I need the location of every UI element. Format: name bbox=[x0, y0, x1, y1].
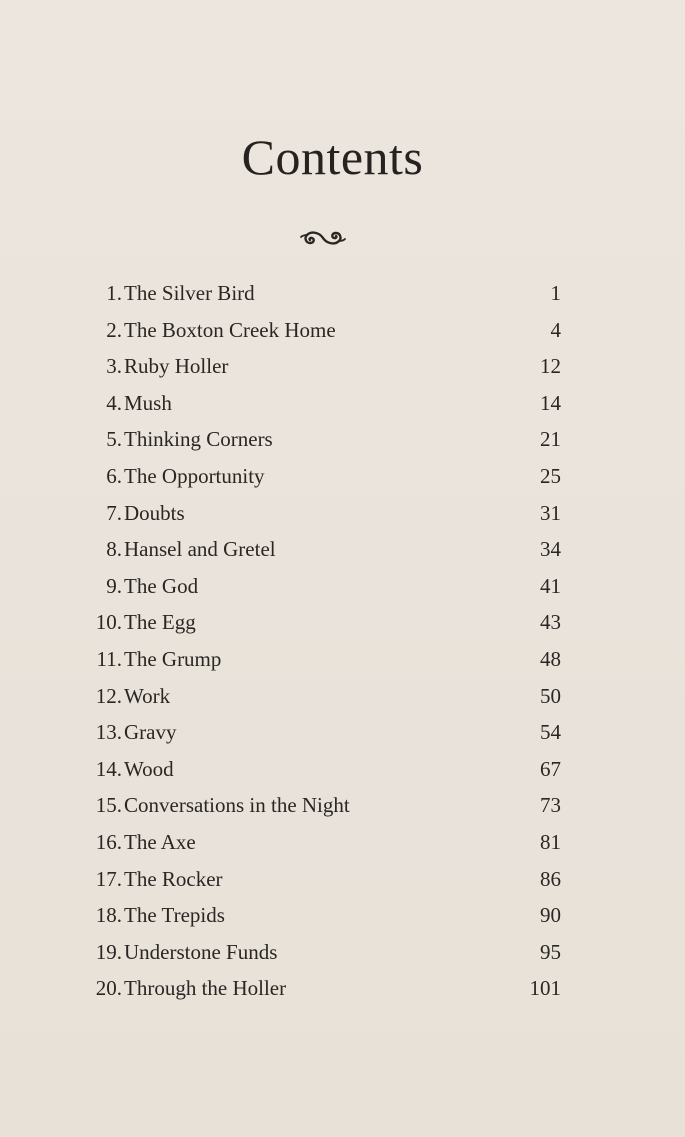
toc-entry bbox=[88, 348, 563, 385]
chapter-number: 3. bbox=[106, 354, 122, 379]
chapter-page-number: 50 bbox=[540, 683, 561, 708]
chapter-title: The Egg bbox=[124, 610, 196, 635]
chapter-title: Hansel and Gretel bbox=[124, 537, 276, 562]
chapter-page-number: 67 bbox=[540, 756, 561, 781]
toc-entry bbox=[88, 714, 563, 751]
chapter-title: Thinking Corners bbox=[124, 427, 273, 452]
page-title: Contents bbox=[241, 129, 424, 185]
chapter-number: 10. bbox=[95, 610, 122, 635]
toc-entry bbox=[88, 495, 563, 532]
chapter-number: 13. bbox=[95, 720, 122, 745]
toc-entry bbox=[88, 861, 563, 898]
chapter-number: 4. bbox=[106, 390, 122, 415]
chapter-number: 8. bbox=[106, 537, 122, 562]
chapter-page-number: 41 bbox=[540, 573, 561, 598]
chapter-title: The Rocker bbox=[124, 866, 223, 891]
chapter-title: The Trepids bbox=[124, 903, 225, 928]
chapter-page-number: 4 bbox=[550, 317, 561, 342]
chapter-title: Ruby Holler bbox=[124, 354, 229, 379]
chapter-title: Mush bbox=[124, 390, 172, 415]
scroll-ornament-icon bbox=[299, 228, 347, 248]
toc-entry bbox=[88, 531, 563, 568]
chapter-page-number: 86 bbox=[540, 866, 561, 891]
chapter-page-number: 1 bbox=[550, 281, 561, 305]
chapter-page-number: 95 bbox=[540, 939, 561, 964]
chapter-title: The God bbox=[124, 573, 199, 598]
chapter-number: 17. bbox=[95, 866, 122, 891]
toc-entry bbox=[88, 458, 563, 495]
table-of-contents bbox=[88, 275, 563, 1007]
chapter-number: 11. bbox=[96, 646, 122, 671]
chapter-number: 15. bbox=[95, 793, 122, 818]
chapter-page-number: 14 bbox=[540, 390, 561, 415]
toc-entry bbox=[88, 421, 563, 458]
toc-entry bbox=[88, 604, 563, 641]
chapter-number: 14. bbox=[95, 756, 122, 781]
chapter-title: Work bbox=[124, 683, 171, 708]
chapter-number: 9. bbox=[106, 573, 122, 598]
chapter-number: 16. bbox=[95, 829, 122, 854]
chapter-title: The Silver Bird bbox=[124, 281, 255, 305]
chapter-number: 12. bbox=[95, 683, 122, 708]
chapter-title: Through the Holler bbox=[124, 976, 287, 1001]
chapter-page-number: 73 bbox=[540, 793, 561, 818]
chapter-page-number: 21 bbox=[540, 427, 561, 452]
chapter-page-number: 54 bbox=[540, 720, 561, 745]
toc-entry bbox=[88, 787, 563, 824]
chapter-title: The Grump bbox=[124, 646, 222, 671]
toc-entry bbox=[88, 934, 563, 971]
chapter-number: 19. bbox=[95, 939, 122, 964]
chapter-number: 5. bbox=[106, 427, 122, 452]
chapter-title: Wood bbox=[124, 756, 174, 781]
chapter-page-number: 12 bbox=[540, 354, 561, 379]
chapter-page-number: 25 bbox=[540, 463, 561, 488]
chapter-title: Gravy bbox=[124, 720, 177, 745]
chapter-page-number: 101 bbox=[529, 976, 561, 1001]
chapter-title: Doubts bbox=[124, 500, 185, 525]
chapter-number: 20. bbox=[95, 976, 122, 1001]
chapter-number: 1. bbox=[106, 281, 122, 305]
toc-entry bbox=[88, 751, 563, 788]
chapter-page-number: 48 bbox=[540, 646, 561, 671]
toc-entry bbox=[88, 641, 563, 678]
chapter-page-number: 43 bbox=[540, 610, 561, 635]
chapter-number: 6. bbox=[106, 463, 122, 488]
chapter-number: 2. bbox=[106, 317, 122, 342]
toc-entry bbox=[88, 897, 563, 934]
toc-entry bbox=[88, 568, 563, 605]
chapter-page-number: 34 bbox=[540, 537, 561, 562]
chapter-number: 7. bbox=[106, 500, 122, 525]
toc-entry bbox=[88, 678, 563, 715]
chapter-title: The Boxton Creek Home bbox=[124, 317, 336, 342]
chapter-title: Understone Funds bbox=[124, 939, 278, 964]
toc-entry bbox=[88, 970, 563, 1007]
chapter-number: 18. bbox=[95, 903, 122, 928]
chapter-page-number: 31 bbox=[540, 500, 561, 525]
chapter-page-number: 81 bbox=[540, 829, 561, 854]
chapter-title: Conversations in the Night bbox=[124, 793, 350, 818]
toc-entry bbox=[88, 312, 563, 349]
toc-entry bbox=[88, 824, 563, 861]
toc-entry bbox=[88, 385, 563, 422]
chapter-title: The Axe bbox=[124, 829, 196, 854]
chapter-page-number: 90 bbox=[540, 903, 561, 928]
toc-entry bbox=[88, 275, 563, 312]
chapter-title: The Opportunity bbox=[124, 463, 265, 488]
